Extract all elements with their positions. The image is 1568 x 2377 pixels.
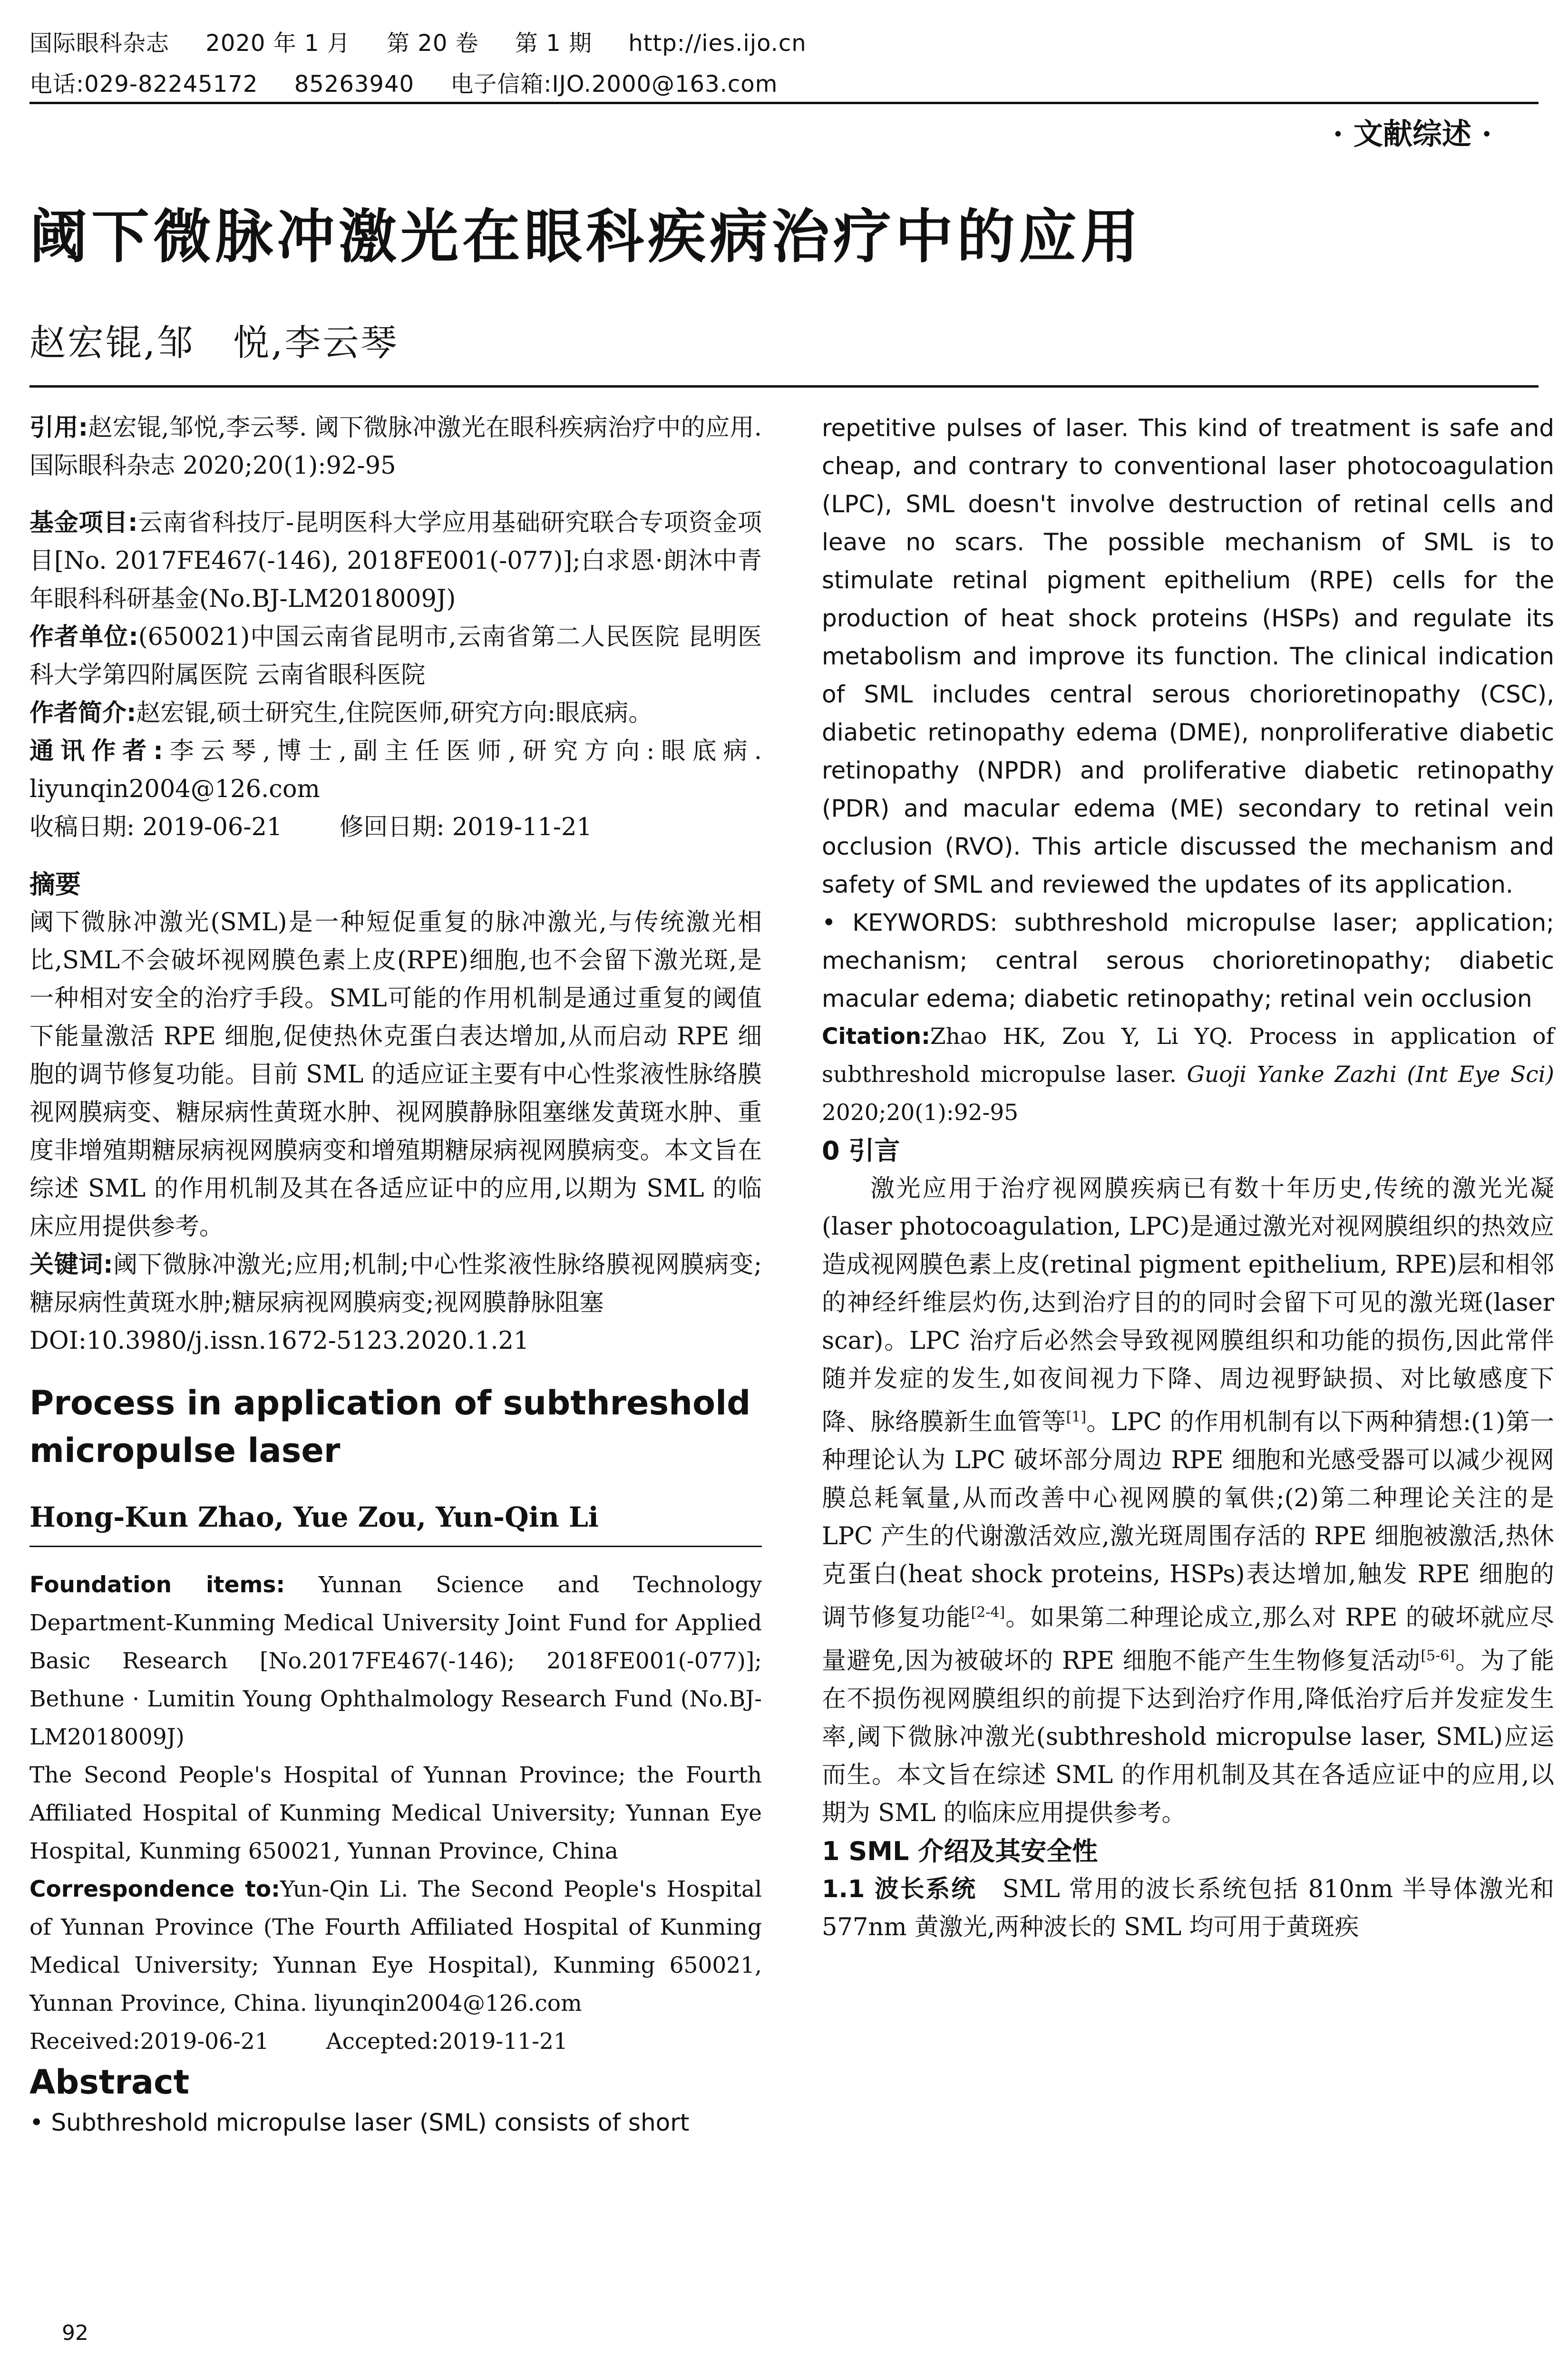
title-rule xyxy=(29,385,1539,388)
intro-heading: 0 引言 xyxy=(822,1136,900,1166)
en-keywords: • KEYWORDS: subthreshold micropulse laser; application; mechanism; central serous chorioretinopathy; diabetic macular edema; diabetic retinopathy; retinal vein occlusion xyxy=(822,909,1554,1013)
cn-dates xyxy=(29,809,762,847)
cn-affiliation xyxy=(29,618,762,694)
cn-fund xyxy=(29,504,762,618)
cn-keywords-text: 阈下微脉冲激光;应用;机制;中心性浆液性脉络膜视网膜病变;糖尿病性黄斑水肿;糖尿病视网膜病变;视网膜静脉阻塞 xyxy=(29,1251,762,1317)
right-column xyxy=(822,409,1554,1947)
cn-citation xyxy=(29,409,762,485)
en-citation xyxy=(822,1018,1554,1132)
cn-doi: DOI:10.3980/j.issn.1672-5123.2020.1.21 xyxy=(29,1327,529,1355)
journal-header-line2 xyxy=(29,66,806,98)
phone-number: 电话:029-82245172 xyxy=(29,71,258,97)
cn-keywords xyxy=(29,1246,762,1322)
en-citation-journal: Guoji Yanke Zazhi (Int Eye Sci) xyxy=(1187,1062,1554,1088)
en-correspondence xyxy=(29,1870,762,2023)
en-received: Received:2019-06-21 xyxy=(29,2028,269,2055)
cn-citation-label: 引用: xyxy=(29,414,88,442)
journal-header-line1 xyxy=(29,25,835,58)
cn-abstract-text: 阈下微脉冲激光(SML)是一种短促重复的脉冲激光,与传统激光相比,SML不会破坏视网膜色素上皮(RPE)细胞,也不会留下激光斑,是一种相对安全的治疗手段。SML可能的作用机制是通过重复的阈值下能量激活 RPE 细胞,促使热休克蛋白表达增加,从而启动 RPE 细胞的调节修复功能。目前 SML 的适应证主要有中心性浆液性脉络膜视网膜病变、糖尿病性黄斑水肿、视网膜静脉阻塞继发黄斑水肿、重度非增殖期糖尿病视网膜病变和增殖期糖尿病视网膜病变。本文旨在综述 SML 的作用机制及其在各适应证中的应用,以期为 SML 的临床应用提供参考。 xyxy=(29,908,762,1241)
en-foundation-label: Foundation items: xyxy=(29,1572,285,1598)
intro-text-2: 。LPC 的作用机制有以下两种猜想:(1)第一种理论认为 LPC 破坏部分周边 RPE 细胞和光感受器可以减少视网膜总耗氧量,从而改善中心视网膜的氧供;(2)第二种理论关注的是 LPC 产生的代谢激活效应,激光斑周围存活的 RPE 细胞被激活,热休克蛋白(heat shock proteins, HSPs)表达增加,触发 RPE 细胞的调节修复功能 xyxy=(822,1408,1554,1632)
cn-keywords-label: 关键词: xyxy=(29,1251,113,1279)
journal-name: 国际眼科杂志 xyxy=(29,30,170,57)
cn-bio-text: 赵宏锟,硕士研究生,住院医师,研究方向:眼底病。 xyxy=(136,699,653,727)
en-authors: Hong-Kun Zhao, Yue Zou, Yun-Qin Li xyxy=(29,1501,599,1533)
section1-1-paragraph xyxy=(822,1870,1554,1947)
ref-3[interactable]: [5-6] xyxy=(1421,1647,1455,1664)
en-dates xyxy=(29,2023,762,2061)
article-title: 阈下微脉冲激光在眼科疾病治疗中的应用 xyxy=(29,203,1142,271)
issue-number: 第 1 期 xyxy=(515,30,592,57)
section1-1-label: 1.1 波长系统 xyxy=(822,1875,977,1903)
en-citation-post: 2020;20(1):92-95 xyxy=(822,1100,1019,1126)
article-authors: 赵宏锟,邹 悦,李云琴 xyxy=(29,321,399,364)
cn-corr-label: 通讯作者: xyxy=(29,737,163,765)
cn-corr-text: 李云琴,博士,副主任医师,研究方向:眼底病. liyunqin2004@126.com xyxy=(29,737,762,803)
section1-1-text: SML 常用的波长系统包括 810nm 半导体激光和 577nm 黄激光,两种波长的 SML 均可用于黄斑疾 xyxy=(822,1875,1554,1941)
cn-fund-label: 基金项目: xyxy=(29,509,138,537)
header-rule xyxy=(29,102,1539,104)
issue-date: 2020 年 1 月 xyxy=(205,30,351,57)
cn-bio-label: 作者简介: xyxy=(29,699,136,727)
en-foundation xyxy=(29,1566,762,1756)
cn-affil-text: (650021)中国云南省昆明市,云南省第二人民医院 昆明医科大学第四附属医院 云南省眼科医院 xyxy=(29,623,762,689)
en-accepted: Accepted:2019-11-21 xyxy=(326,2028,568,2055)
intro-text-3: 。如果第二种理论成立,那么对 RPE 的破坏就应尽量避免,因为被破坏的 RPE 细胞不能产生生物修复活动 xyxy=(822,1604,1554,1675)
journal-url[interactable]: http://ies.ijo.cn xyxy=(628,30,807,57)
en-citation-label: Citation: xyxy=(822,1023,930,1050)
en-foundation-text: Yunnan Science and Technology Department-Kunming Medical University Joint Fund for Applied Basic Research [No.2017FE467(-146); 2018FE001(-077)]; Bethune · Lumitin Young Ophthalmology Research Fund (No.BJ-LM2018009J) xyxy=(29,1572,762,1750)
cn-received: 收稿日期: 2019-06-21 xyxy=(29,813,282,841)
ref-2[interactable]: [2-4] xyxy=(971,1604,1005,1621)
cn-fund-text: 云南省科技厅-昆明医科大学应用基础研究联合专项资金项目[No. 2017FE467(-146), 2018FE001(-077)];白求恩·朗沐中青年眼科科研基金(No.BJ-LM2018009J) xyxy=(29,509,762,613)
email[interactable]: 电子信箱:IJO.2000@163.com xyxy=(450,71,778,97)
ref-1[interactable]: [1] xyxy=(1066,1409,1087,1425)
en-corr-text: Yun-Qin Li. The Second People's Hospital of Yunnan Province (The Fourth Affiliated Hospital of Kunming Medical University; Yunnan Eye Hospital), Kunming 650021, Yunnan Province, China. liyunqin2004@126.com xyxy=(29,1876,762,2017)
cn-citation-text: 赵宏锟,邹悦,李云琴. 阈下微脉冲激光在眼科疾病治疗中的应用.国际眼科杂志 2020;20(1):92-95 xyxy=(29,414,762,480)
en-abstract-text: repetitive pulses of laser. This kind of treatment is safe and cheap, and contrary to conventional laser photocoagulation (LPC), SML doesn't involve destruction of retinal cells and leave no scars. The possible mechanism of SML is to stimulate retinal pigment epithelium (RPE) cells for the production of heat shock proteins (HSPs) and regulate its metabolism and improve its function. The clinical indication of SML includes central serous chorioretinopathy (CSC), diabetic retinopathy edema (DME), nonproliferative diabetic retinopathy (NPDR) and proliferative diabetic retinopathy (PDR) and macular edema (ME) secondary to retinal vein occlusion (RVO). This article discussed the mechanism and safety of SML and reviewed the updates of its application. xyxy=(822,414,1554,898)
cn-correspondence xyxy=(29,732,762,809)
intro-text-1: 激光应用于治疗视网膜疾病已有数十年历史,传统的激光光凝(laser photocoagulation, LPC)是通过激光对视网膜组织的热效应造成视网膜色素上皮(retinal pigment epithelium, RPE)层和相邻的神经纤维层灼伤,达到治疗目的的同时会留下可见的激光斑(laser scar)。LPC 治疗后必然会导致视网膜组织和功能的损伤,因此常伴随并发症的发生,如夜间视力下降、周边视野缺损、对比敏感度下降、脉络膜新生血管等 xyxy=(822,1175,1554,1436)
section1-heading: 1 SML 介绍及其安全性 xyxy=(822,1836,1098,1866)
en-abstract-heading: Abstract xyxy=(29,2063,190,2102)
left-column xyxy=(29,409,762,2142)
en-abstract-start: • Subthreshold micropulse laser (SML) consists of short xyxy=(29,2109,690,2136)
en-authors-rule xyxy=(29,1546,762,1547)
cn-affil-label: 作者单位: xyxy=(29,623,138,651)
volume: 第 20 卷 xyxy=(387,30,479,57)
cn-revised: 修回日期: 2019-11-21 xyxy=(339,813,592,841)
phone-number-2: 85263940 xyxy=(294,71,415,97)
cn-bio xyxy=(29,694,762,732)
en-affiliation: The Second People's Hospital of Yunnan Province; the Fourth Affiliated Hospital of Kunming Medical University; Yunnan Eye Hospital, Kunming 650021, Yunnan Province, China xyxy=(29,1762,762,1864)
en-title: Process in application of subthreshold micropulse laser xyxy=(29,1383,751,1470)
en-citation-pre: Zhao HK, Zou Y, Li YQ. Process in application of subthreshold micropulse laser. xyxy=(822,1023,1554,1088)
en-corr-label: Correspondence to: xyxy=(29,1876,280,1902)
page-number: 92 xyxy=(62,2321,88,2345)
intro-paragraph xyxy=(822,1170,1554,1832)
intro-text-4: 。为了能在不损伤视网膜组织的前提下达到治疗作用,降低治疗后并发症发生率,阈下微脉冲激光(subthreshold micropulse laser, SML)应运而生。本文旨在综述 SML 的作用机制及其在各适应证中的应用,以期为 SML 的临床应用提供参考。 xyxy=(822,1647,1554,1827)
cn-abstract-heading: 摘要 xyxy=(29,869,81,899)
section-tag: · 文献综述 · xyxy=(1333,117,1492,151)
